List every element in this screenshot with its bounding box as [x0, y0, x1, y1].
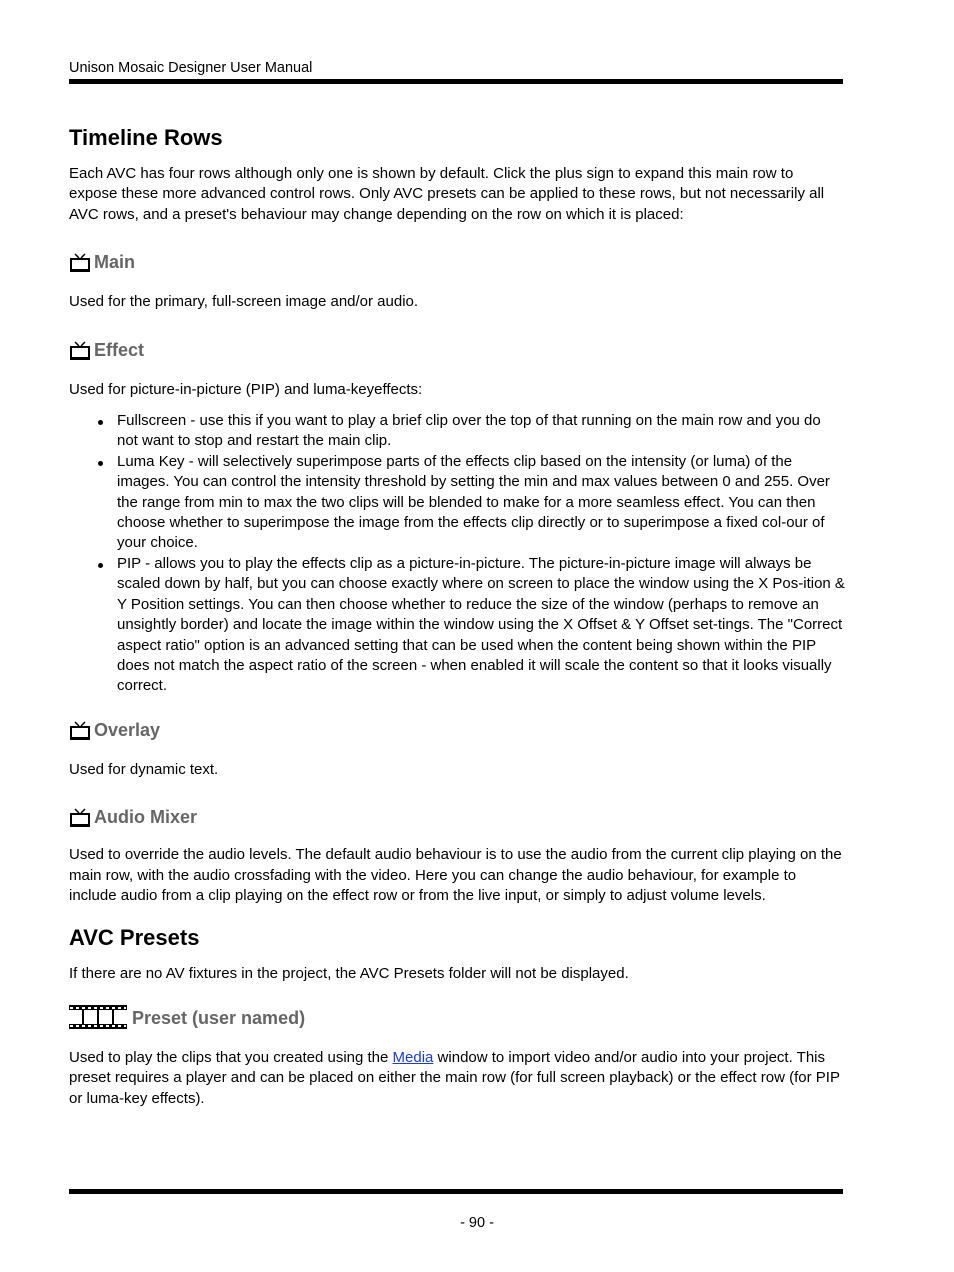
main-heading: Main	[94, 252, 136, 273]
timeline-rows-heading: Timeline Rows	[69, 125, 223, 150]
header-rule	[69, 79, 843, 84]
main-description: Used for the primary, full-screen image and/or audio.	[69, 293, 419, 311]
preset-description	[69, 1048, 845, 1109]
effect-description: Used for picture-in-picture (PIP) and luma-keyeffects:	[69, 380, 423, 398]
avc-presets-heading: AVC Presets	[69, 925, 200, 951]
tv-icon	[69, 341, 91, 361]
preset-text-end: window to import video and/or audio into your project. This preset requires a player and can be placed on either the main row (for full screen playback) or the effect row (for PIP or luma-key effects).	[69, 1048, 840, 1107]
overlay-heading: Overlay	[94, 719, 161, 740]
timeline-rows-intro: Each AVC has four rows although only one is shown by default. Click the plus sign to expand this main row to expose these more advanced control rows. Only AVC presets can be applied to these rows, but not necessarily all AVC rows, and a preset's behaviour may change depending on the row on which it is placed:	[69, 165, 825, 223]
list-item: PIP - allows you to play the effects clip as a picture-in-picture. The picture-in-picture image will always be scaled down by half, but you can choose exactly where on screen to place the window using the X Pos-ition & Y Position settings. You can then choose whether to reduce the size of the window (perhaps to remove an unsightly border) and locate the image within the window using the X Offset & Y Offset set-tings. The "Correct aspect ratio" option is an advanced setting that can be used when the content being shown within the PIP does not match the aspect ratio of the screen - when enabled it will scale the content so that it looks visually correct.	[117, 554, 845, 697]
media-link[interactable]: Media	[392, 1048, 434, 1066]
preset-heading: Preset (user named)	[132, 1007, 306, 1028]
preset-text-start: Used to play the clips that you created using the	[69, 1048, 393, 1066]
page-content	[69, 122, 845, 1109]
running-header: Unison Mosaic Designer User Manual	[69, 60, 313, 76]
footer-rule	[69, 1189, 843, 1194]
effect-bullet-list	[69, 411, 845, 697]
main-heading-row	[69, 251, 845, 273]
film-strip-icon	[69, 1005, 127, 1029]
tv-icon	[69, 253, 91, 273]
overlay-description: Used for dynamic text.	[69, 760, 219, 778]
overlay-heading-row	[69, 719, 845, 741]
avc-presets-intro: If there are no AV fixtures in the project, the AVC Presets folder will not be displayed.	[69, 965, 629, 983]
preset-heading-row	[69, 1005, 845, 1029]
page-number: - 90 -	[460, 1215, 494, 1231]
audio-mixer-description: Used to override the audio levels. The default audio behaviour is to use the audio from the current clip playing on the main row, with the audio crossfading with the video. Here you can change the audio behaviour, for example to include audio from a clip playing on the effect row or from the live input, or simply to adjust volume levels.	[69, 846, 842, 904]
list-item: Luma Key - will selectively superimpose parts of the effects clip based on the intensity (or luma) of the images. You can control the intensity threshold by setting the min and max values between 0 and 255. Over the range from min to max the two clips will be blended to make for a more seamless effect. You can then choose whether to superimpose the image from the effects clip directly or to superimpose a fixed col-our of your choice.	[117, 452, 845, 554]
effect-heading: Effect	[94, 339, 145, 360]
list-item: Fullscreen - use this if you want to play a brief clip over the top of that running on the main row and you do not want to stop and restart the main clip.	[117, 411, 845, 452]
tv-icon	[69, 721, 91, 741]
audio-mixer-heading-row	[69, 806, 845, 828]
tv-icon	[69, 808, 91, 828]
effect-heading-row	[69, 339, 845, 361]
audio-mixer-heading: Audio Mixer	[94, 807, 198, 828]
